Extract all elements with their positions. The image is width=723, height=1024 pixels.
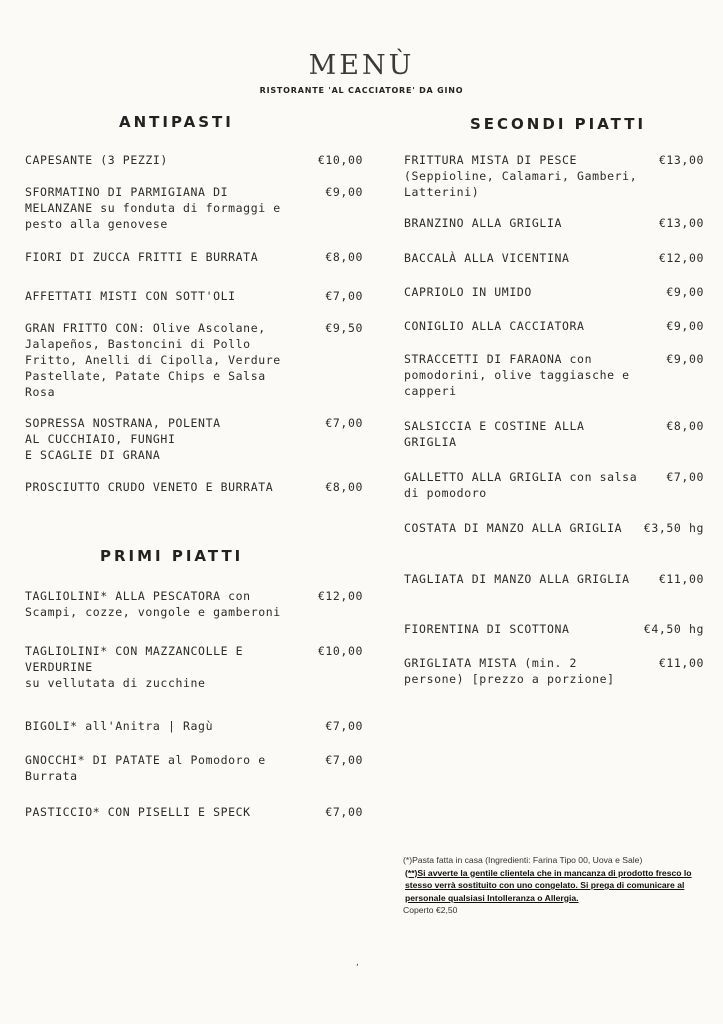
- item-price: €12,00: [658, 251, 704, 265]
- item-name: FRITTURA MISTA DI PESCE (Seppioline, Calamari, Gamberi, Latterini): [404, 153, 638, 199]
- restaurant-name: RISTORANTE 'AL CACCIATORE' DA GINO: [259, 86, 464, 95]
- item-price: €7,00: [325, 753, 363, 767]
- item-price: €7,00: [325, 289, 363, 303]
- item-name: BRANZINO ALLA GRIGLIA: [404, 216, 562, 230]
- item-price: €9,00: [666, 285, 704, 299]
- item-price: €8,00: [325, 250, 363, 264]
- item-name: CAPRIOLO IN UMIDO: [404, 285, 532, 299]
- item-price: €9,00: [666, 352, 704, 366]
- footnotes: [403, 854, 693, 917]
- item-name: SALSICCIA E COSTINE ALLA GRIGLIA: [404, 419, 585, 449]
- item-name: PASTICCIO* CON PISELLI E SPECK: [25, 805, 251, 819]
- item-price: €3,50 hg: [643, 521, 704, 535]
- item-price: €9,00: [666, 319, 704, 333]
- item-name: BACCALÀ ALLA VICENTINA: [404, 251, 570, 265]
- item-name: GRIGLIATA MISTA (min. 2 persone) [prezzo a porzione]: [404, 656, 615, 686]
- item-name: STRACCETTI DI FARAONA con pomodorini, olive taggiasche e capperi: [404, 352, 630, 398]
- item-name: CONIGLIO ALLA CACCIATORA: [404, 319, 585, 333]
- item-name: TAGLIOLINI* ALLA PESCATORA con Scampi, cozze, vongole e gamberoni: [25, 589, 281, 619]
- item-price: €11,00: [658, 656, 704, 670]
- item-name: SOPRESSA NOSTRANA, POLENTA AL CUCCHIAIO, FUNGHI E SCAGLIE DI GRANA: [25, 416, 221, 462]
- stray-mark: ,: [356, 958, 359, 968]
- section-title-primi: PRIMI PIATTI: [100, 547, 244, 565]
- item-name: GALLETTO ALLA GRIGLIA con salsa di pomodoro: [404, 470, 638, 500]
- item-name: BIGOLI* all'Anitra | Ragù: [25, 719, 214, 733]
- item-price: €4,50 hg: [643, 622, 704, 636]
- item-price: €7,00: [666, 470, 704, 484]
- item-name: FIORI DI ZUCCA FRITTI E BURRATA: [25, 250, 259, 264]
- item-price: €10,00: [317, 153, 363, 167]
- item-name: TAGLIATA DI MANZO ALLA GRIGLIA: [404, 572, 630, 586]
- item-price: €10,00: [317, 644, 363, 658]
- pasta-note: (*)Pasta fatta in casa (Ingredienti: Farina Tipo 00, Uova e Sale): [403, 855, 643, 865]
- item-name: GNOCCHI* DI PATATE al Pomodoro e Burrata: [25, 753, 266, 783]
- cover-charge: Coperto €2,50: [403, 905, 458, 915]
- item-price: €9,00: [325, 185, 363, 199]
- allergy-warning: (**)Si avverte la gentile clientela che in mancanza di prodotto fresco lo stesso verrà sostituito con uno congelato. Si prega di comunicare al personale qualsiasi Intolleranza o Allergia.: [405, 867, 692, 903]
- item-price: €7,00: [325, 805, 363, 819]
- section-title-antipasti: ANTIPASTI: [119, 113, 234, 131]
- item-price: €12,00: [317, 589, 363, 603]
- item-name: PROSCIUTTO CRUDO VENETO E BURRATA: [25, 480, 274, 494]
- item-name: CAPESANTE (3 PEZZI): [25, 153, 168, 167]
- item-name: GRAN FRITTO CON: Olive Ascolane, Jalapeños, Bastoncini di Pollo Fritto, Anelli di Cipolla, Verdure Pastellate, Patate Chips e Salsa Rosa: [25, 321, 281, 399]
- item-price: €8,00: [325, 480, 363, 494]
- item-price: €13,00: [658, 153, 704, 167]
- item-name: SFORMATINO DI PARMIGIANA DI MELANZANE su fonduta di formaggi e pesto alla genovese: [25, 185, 281, 231]
- item-price: €7,00: [325, 719, 363, 733]
- item-price: €13,00: [658, 216, 704, 230]
- menu-title: MENÙ: [308, 50, 415, 81]
- item-price: €11,00: [658, 572, 704, 586]
- item-name: FIORENTINA DI SCOTTONA: [404, 622, 570, 636]
- item-name: AFFETTATI MISTI CON SOTT'OLI: [25, 289, 236, 303]
- item-price: €8,00: [666, 419, 704, 433]
- item-name: COSTATA DI MANZO ALLA GRIGLIA: [404, 521, 623, 535]
- item-price: €9,50: [325, 321, 363, 335]
- item-name: TAGLIOLINI* CON MAZZANCOLLE E VERDURINE su vellutata di zucchine: [25, 644, 244, 690]
- item-price: €7,00: [325, 416, 363, 430]
- section-title-secondi: SECONDI PIATTI: [470, 115, 647, 133]
